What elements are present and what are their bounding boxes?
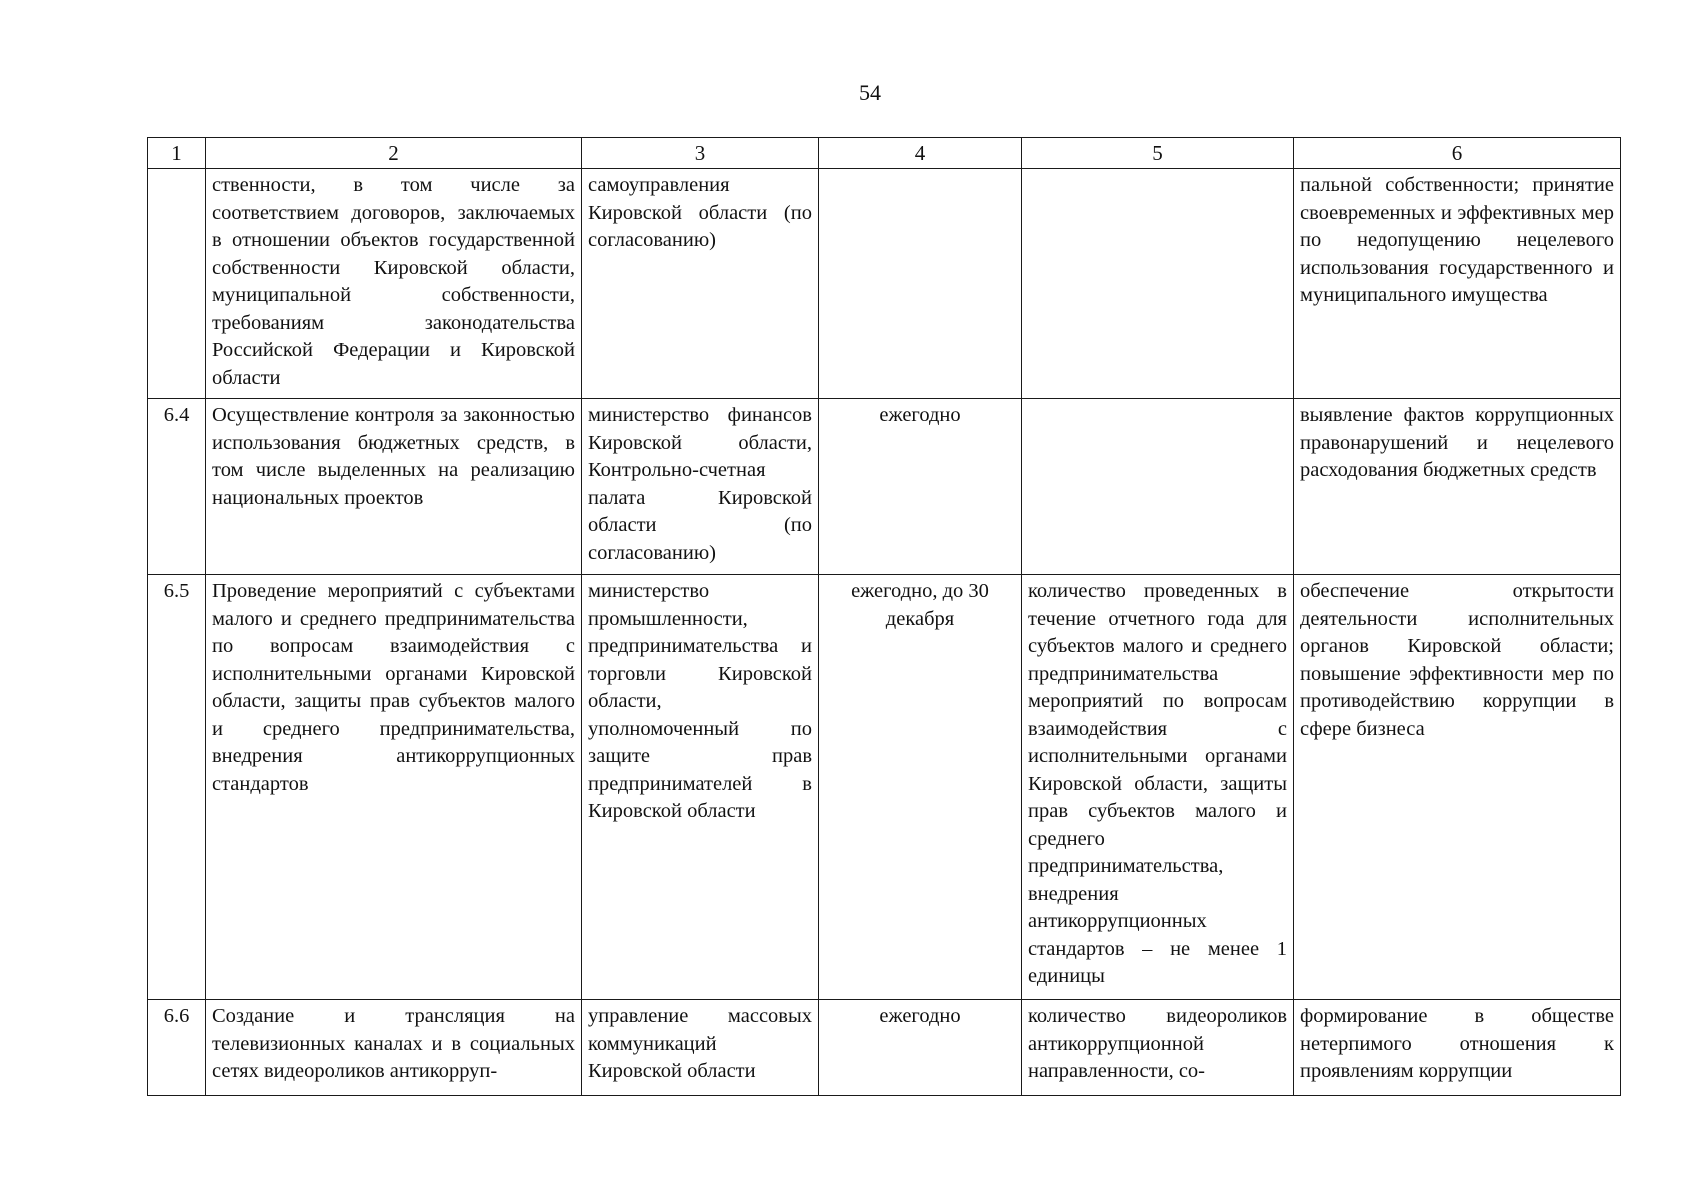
measure-cell: ственности, в том числе за соответствием договоров, заключаемых в отношении объектов государственной собственности Кировской области, муниципальной собственности, требованиям законодательства Российской Федерации и Кировской области bbox=[206, 169, 582, 399]
measures-table bbox=[147, 137, 1621, 1096]
table-row bbox=[148, 1000, 1621, 1096]
column-header-6: 6 bbox=[1294, 138, 1621, 169]
indicator-cell bbox=[1022, 399, 1294, 575]
deadline-cell: ежегодно bbox=[819, 399, 1022, 575]
indicator-cell: количество видеороликов антикоррупционной направленности, со- bbox=[1022, 1000, 1294, 1096]
result-cell: обеспечение открытости деятельности исполнительных органов Кировской области; повышение эффективности мер по противодействию коррупции в сфере бизнеса bbox=[1294, 575, 1621, 1000]
column-header-3: 3 bbox=[582, 138, 819, 169]
indicator-cell bbox=[1022, 169, 1294, 399]
measure-cell: Создание и трансляция на телевизионных каналах и в социальных сетях видеороликов антикорруп- bbox=[206, 1000, 582, 1096]
row-number: 6.4 bbox=[148, 399, 206, 575]
row-number bbox=[148, 169, 206, 399]
row-number: 6.5 bbox=[148, 575, 206, 1000]
deadline-cell: ежегодно bbox=[819, 1000, 1022, 1096]
executor-cell: самоуправления Кировской области (по согласованию) bbox=[582, 169, 819, 399]
column-header-2: 2 bbox=[206, 138, 582, 169]
executor-cell: управление массовых коммуникаций Кировской области bbox=[582, 1000, 819, 1096]
result-cell: формирование в обществе нетерпимого отношения к проявлениям коррупции bbox=[1294, 1000, 1621, 1096]
executor-cell: министерство финансов Кировской области, Контрольно-счетная палата Кировской области (по согласованию) bbox=[582, 399, 819, 575]
deadline-cell: ежегодно, до 30 декабря bbox=[819, 575, 1022, 1000]
measure-cell: Проведение мероприятий с субъектами малого и среднего предпринимательства по вопросам взаимодействия с исполнительными органами Кировской области, защиты прав субъектов малого и среднего предпринимательства, внедрения антикоррупционных стандартов bbox=[206, 575, 582, 1000]
table-row bbox=[148, 399, 1621, 575]
column-header-1: 1 bbox=[148, 138, 206, 169]
row-number: 6.6 bbox=[148, 1000, 206, 1096]
result-cell: выявление фактов коррупционных правонарушений и нецелевого расходования бюджетных средств bbox=[1294, 399, 1621, 575]
result-cell: пальной собственности; принятие своевременных и эффективных мер по недопущению нецелевого использования государственного и муниципального имущества bbox=[1294, 169, 1621, 399]
column-header-5: 5 bbox=[1022, 138, 1294, 169]
deadline-cell bbox=[819, 169, 1022, 399]
page-number: 54 bbox=[859, 80, 881, 105]
executor-cell: министерство промышленности, предпринимательства и торговли Кировской области, уполномоченный по защите прав предпринимателей в Кировской области bbox=[582, 575, 819, 1000]
table-header-row bbox=[148, 138, 1621, 169]
table-row bbox=[148, 575, 1621, 1000]
table-row bbox=[148, 169, 1621, 399]
measure-cell: Осуществление контроля за законностью использования бюджетных средств, в том числе выделенных на реализацию национальных проектов bbox=[206, 399, 582, 575]
indicator-cell: количество проведенных в течение отчетного года для субъектов малого и среднего предпринимательства мероприятий по вопросам взаимодействия с исполнительными органами Кировской области, защиты прав субъектов малого и среднего предпринимательства, внедрения антикоррупционных стандартов – не менее 1 единицы bbox=[1022, 575, 1294, 1000]
column-header-4: 4 bbox=[819, 138, 1022, 169]
